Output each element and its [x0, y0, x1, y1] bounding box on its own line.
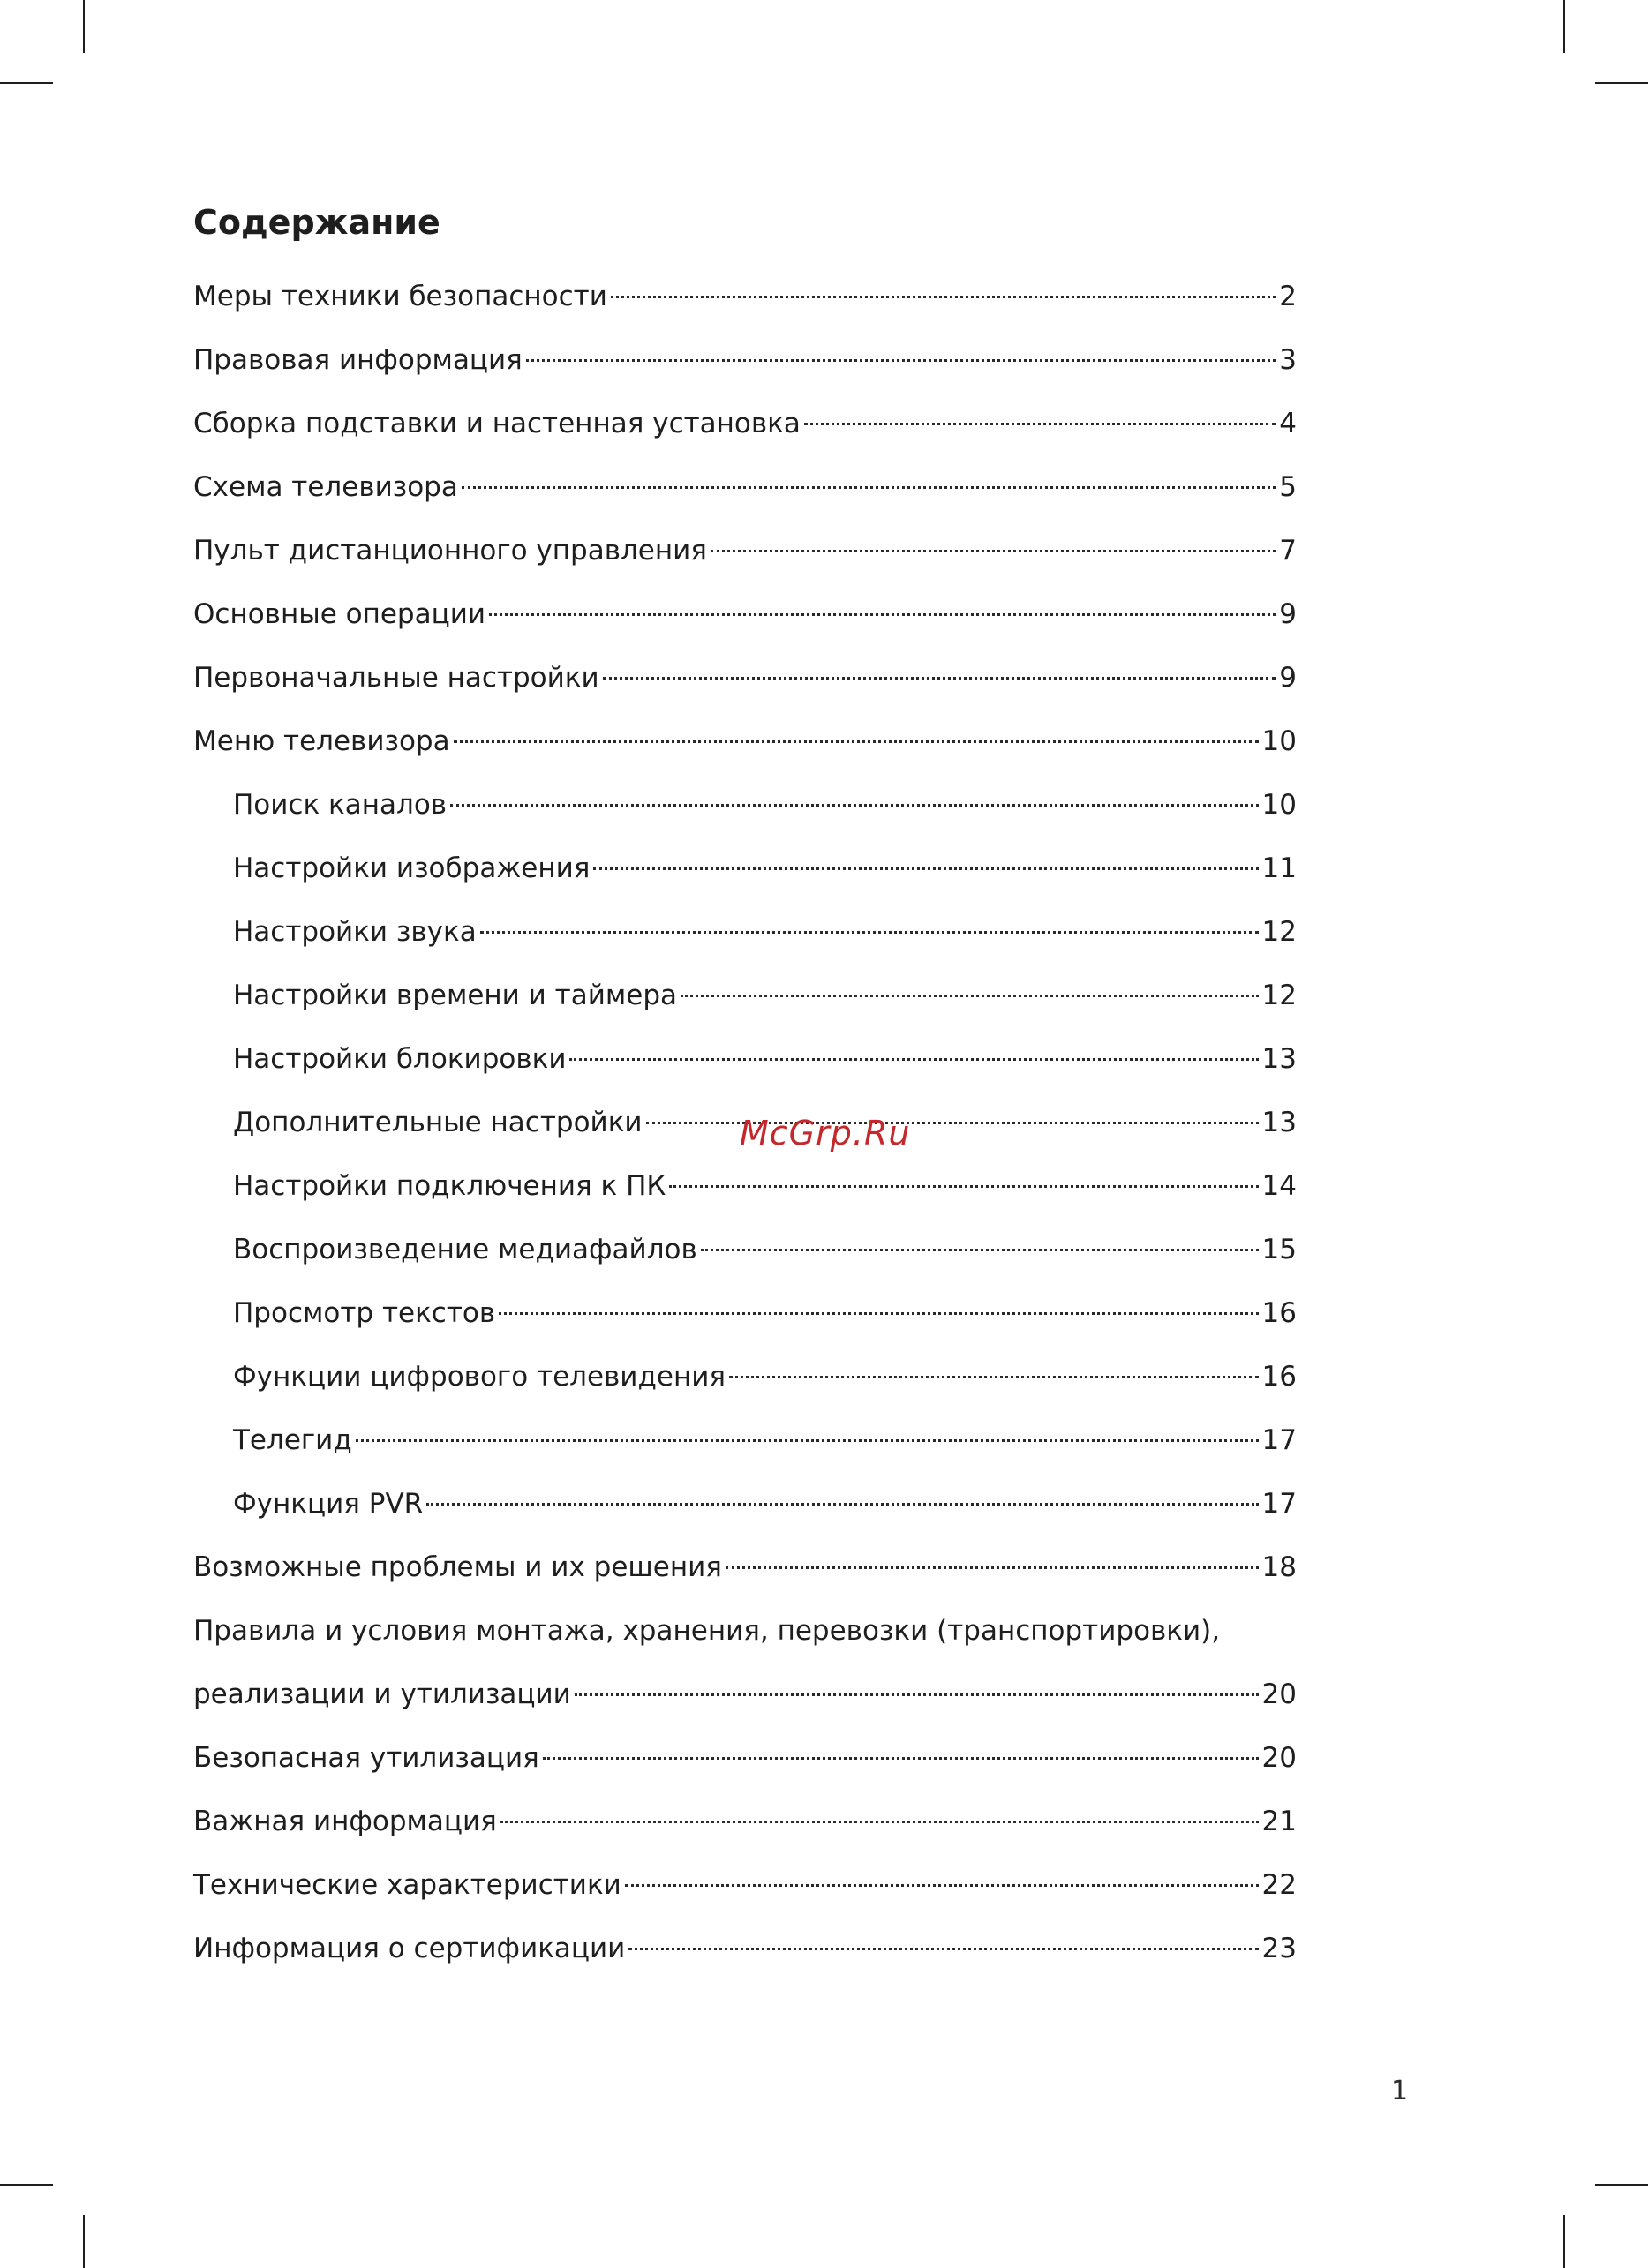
toc-entry-page: 13 — [1261, 1043, 1297, 1075]
toc-subentry[interactable] — [193, 1408, 1297, 1472]
toc-entry-page: 11 — [1261, 852, 1297, 884]
toc-subentry[interactable] — [193, 900, 1297, 964]
dot-leader — [711, 550, 1276, 552]
toc-heading: Содержание — [193, 203, 440, 242]
dot-leader — [625, 1884, 1259, 1887]
toc-entry-page: 2 — [1279, 281, 1297, 312]
toc-entry-page: 16 — [1261, 1297, 1297, 1329]
dot-leader — [593, 867, 1258, 870]
crop-mark — [1563, 2215, 1565, 2268]
toc-entry[interactable] — [193, 455, 1297, 519]
toc-entry-page: 9 — [1279, 598, 1297, 630]
dot-leader — [669, 1185, 1258, 1188]
toc-entry[interactable] — [193, 519, 1297, 582]
toc-entry-title: Технические характеристики — [193, 1869, 621, 1901]
dot-leader — [726, 1566, 1259, 1569]
dot-leader — [628, 1948, 1258, 1950]
toc-entry-title: Меню телевизора — [193, 725, 450, 757]
toc-entry-title: Настройки изображения — [233, 852, 591, 884]
toc-entry-title: Просмотр текстов — [233, 1297, 496, 1329]
toc-entry-title: Дополнительные настройки — [233, 1107, 643, 1138]
toc-entry[interactable] — [193, 582, 1297, 646]
crop-mark — [1595, 2184, 1648, 2186]
toc-subentry[interactable] — [193, 1281, 1297, 1345]
toc-subentry[interactable] — [193, 1345, 1297, 1408]
dot-leader — [575, 1693, 1259, 1696]
toc-entry-page: 12 — [1261, 980, 1297, 1011]
toc-entry[interactable] — [193, 710, 1297, 773]
dot-leader — [450, 804, 1258, 807]
dot-leader — [500, 1821, 1259, 1823]
toc-entry-title: Функции цифрового телевидения — [233, 1361, 726, 1393]
toc-subentry[interactable] — [193, 1472, 1297, 1536]
toc-entry-page: 16 — [1261, 1361, 1297, 1393]
toc-entry[interactable] — [193, 1726, 1297, 1790]
dot-leader — [356, 1439, 1259, 1442]
dot-leader — [611, 296, 1276, 298]
toc-entry[interactable] — [193, 646, 1297, 710]
watermark: McGrp.Ru — [740, 1114, 911, 1153]
toc-entry[interactable] — [193, 392, 1297, 455]
dot-leader — [569, 1058, 1258, 1061]
crop-mark — [1563, 0, 1565, 53]
dot-leader — [603, 677, 1276, 680]
toc-entry[interactable] — [193, 328, 1297, 392]
toc-entry[interactable] — [193, 265, 1297, 328]
toc-entry-title: Воспроизведение медиафайлов — [233, 1234, 697, 1265]
toc-entry-page: 22 — [1261, 1869, 1297, 1901]
toc-entry-title: Сборка подставки и настенная установка — [193, 408, 801, 439]
dot-leader — [462, 486, 1276, 489]
toc-entry-page: 18 — [1261, 1551, 1297, 1583]
crop-mark — [0, 2184, 53, 2186]
toc-entry-page: 10 — [1261, 725, 1297, 757]
page-number: 1 — [1391, 2076, 1409, 2107]
toc-entry-page: 20 — [1261, 1742, 1297, 1774]
toc-subentry[interactable] — [193, 1154, 1297, 1218]
toc-entry-page: 5 — [1279, 471, 1297, 503]
toc-entry-page: 12 — [1261, 916, 1297, 948]
toc-entry[interactable] — [193, 1536, 1297, 1599]
toc-entry-page: 14 — [1261, 1170, 1297, 1202]
toc-entry-page: 21 — [1261, 1806, 1297, 1837]
dot-leader — [701, 1249, 1259, 1251]
toc-entry-page: 3 — [1279, 344, 1297, 376]
toc-entry-title: Безопасная утилизация — [193, 1742, 539, 1774]
toc-entry-title: Первоначальные настройки — [193, 662, 599, 694]
dot-leader — [526, 359, 1276, 362]
toc-entry[interactable] — [193, 1917, 1297, 1980]
dot-leader — [454, 740, 1259, 743]
dot-leader — [729, 1376, 1259, 1378]
dot-leader — [499, 1312, 1258, 1315]
toc-entry-title: Информация о сертификации — [193, 1933, 626, 1964]
dot-leader — [646, 1122, 1259, 1124]
toc-entry-title: Настройки времени и таймера — [233, 980, 678, 1011]
dot-leader — [804, 423, 1276, 425]
toc-entry-title: Телегид — [233, 1424, 352, 1456]
crop-mark — [83, 2215, 85, 2268]
toc-entry-title: Правила и условия монтажа, хранения, перевозки (транспортировки), — [193, 1615, 1221, 1647]
toc-entry[interactable] — [193, 1790, 1297, 1853]
toc-entry-page: 23 — [1261, 1933, 1297, 1964]
toc-entry-title: Важная информация — [193, 1806, 497, 1837]
toc-entry-title: Настройки звука — [233, 916, 477, 948]
toc-entry-page: 17 — [1261, 1488, 1297, 1520]
toc-entry-page: 13 — [1261, 1107, 1297, 1138]
toc-subentry[interactable] — [193, 1218, 1297, 1281]
toc-entry[interactable] — [193, 1853, 1297, 1917]
toc-entry-title: Меры техники безопасности — [193, 281, 607, 312]
toc-entry-title: Схема телевизора — [193, 471, 458, 503]
toc-entry-page: 9 — [1279, 662, 1297, 694]
toc-subentry[interactable] — [193, 1027, 1297, 1091]
toc-entry-title: Функция PVR — [233, 1488, 424, 1520]
toc-entry-title: реализации и утилизации — [193, 1678, 571, 1710]
toc-entry-page: 20 — [1261, 1678, 1297, 1710]
crop-mark — [0, 82, 53, 84]
toc-subentry[interactable] — [193, 773, 1297, 837]
dot-leader — [543, 1757, 1259, 1760]
toc-entry-title: Основные операции — [193, 598, 485, 630]
toc-entry-title: Правовая информация — [193, 344, 523, 376]
toc-entry-page: 17 — [1261, 1424, 1297, 1456]
toc-entry-first-line[interactable] — [193, 1599, 1297, 1663]
toc-subentry[interactable] — [193, 964, 1297, 1027]
toc-entry[interactable] — [193, 1663, 1297, 1726]
toc-subentry[interactable] — [193, 837, 1297, 900]
dot-leader — [489, 613, 1276, 616]
toc-entry-page: 15 — [1261, 1234, 1297, 1265]
crop-mark — [83, 0, 85, 53]
dot-leader — [426, 1503, 1258, 1506]
toc-entry-page: 10 — [1261, 789, 1297, 821]
toc-entry-page: 4 — [1279, 408, 1297, 439]
toc-entry-title: Настройки подключения к ПК — [233, 1170, 666, 1202]
dot-leader — [480, 931, 1259, 934]
toc-entry-title: Возможные проблемы и их решения — [193, 1551, 722, 1583]
toc-entry-title: Пульт дистанционного управления — [193, 535, 707, 567]
toc-entry-title: Поиск каналов — [233, 789, 448, 821]
toc-entry-page: 7 — [1279, 535, 1297, 567]
toc-entry-title: Настройки блокировки — [233, 1043, 567, 1075]
crop-mark — [1595, 82, 1648, 84]
dot-leader — [681, 995, 1259, 997]
